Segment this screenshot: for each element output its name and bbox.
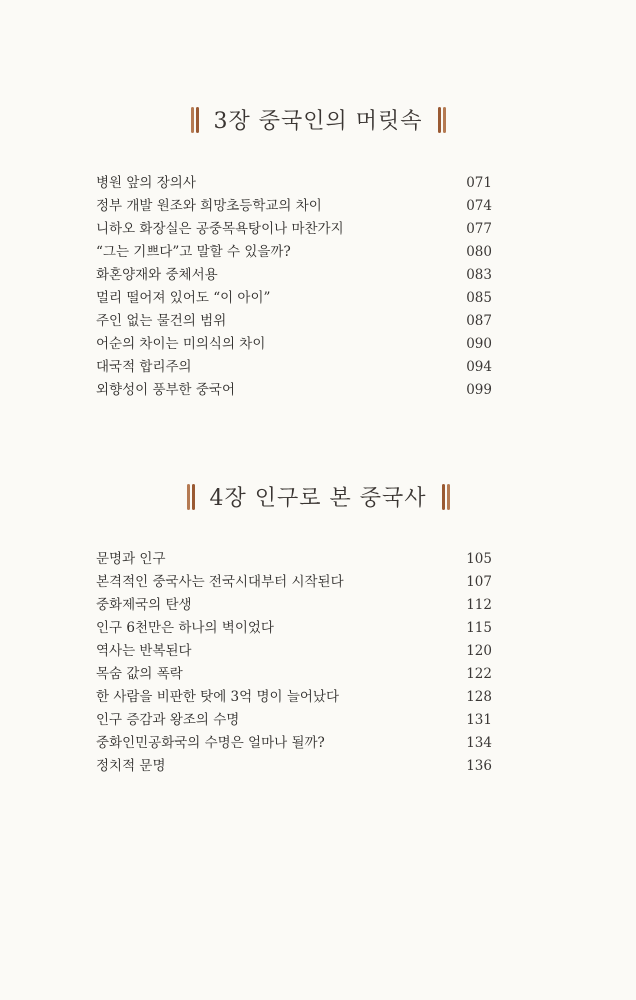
toc-entry-page: 134 <box>466 735 492 751</box>
toc-entry-title: 역사는 반복된다 <box>96 643 192 659</box>
toc-entry[interactable] <box>96 195 492 218</box>
toc-entry-page: 115 <box>466 620 492 636</box>
toc-entry-title: 대국적 합리주의 <box>96 359 192 375</box>
toc-entry-page: 112 <box>466 597 492 613</box>
toc-entry[interactable] <box>96 310 492 333</box>
toc-entry-title: 목숨 값의 폭락 <box>96 666 183 682</box>
toc-entry-title: “그는 기쁘다”고 말할 수 있을까? <box>96 244 291 260</box>
toc-entry-page: 120 <box>466 643 492 659</box>
toc-entry[interactable] <box>96 241 492 264</box>
chapter-3-title: 3장 중국인의 머릿속 <box>213 109 423 134</box>
left-bracket-ornament <box>186 484 198 510</box>
toc-entry-page: 122 <box>466 666 492 682</box>
toc-entry-title: 한 사람을 비판한 탓에 3억 명이 늘어났다 <box>96 689 339 705</box>
toc-entry-page: 077 <box>466 221 492 237</box>
toc-entry-title: 니하오 화장실은 공중목욕탕이나 마찬가지 <box>96 221 344 237</box>
toc-entry[interactable] <box>96 333 492 356</box>
toc-entry[interactable] <box>96 594 492 617</box>
toc-entry[interactable] <box>96 640 492 663</box>
toc-entry-page: 131 <box>466 712 492 728</box>
toc-entry-title: 정치적 문명 <box>96 758 166 774</box>
toc-entry-page: 136 <box>466 758 492 774</box>
toc-entry-title: 문명과 인구 <box>96 551 166 567</box>
toc-entry-title: 인구 6천만은 하나의 벽이었다 <box>96 620 274 636</box>
toc-entry[interactable] <box>96 172 492 195</box>
toc-entry-page: 071 <box>466 175 492 191</box>
toc-entry-title: 어순의 차이는 미의식의 차이 <box>96 336 266 352</box>
chapter-3-toc-list <box>96 172 492 402</box>
left-bracket-ornament <box>190 107 202 133</box>
toc-entry[interactable] <box>96 548 492 571</box>
toc-entry-page: 107 <box>466 574 492 590</box>
chapter-4-heading <box>0 481 636 512</box>
toc-entry[interactable] <box>96 755 492 778</box>
toc-entry-page: 080 <box>466 244 492 260</box>
toc-entry[interactable] <box>96 356 492 379</box>
toc-entry[interactable] <box>96 686 492 709</box>
toc-entry[interactable] <box>96 287 492 310</box>
toc-entry[interactable] <box>96 663 492 686</box>
toc-entry-page: 094 <box>466 359 492 375</box>
toc-entry-title: 화혼양재와 중체서용 <box>96 267 218 283</box>
toc-entry-page: 099 <box>466 382 492 398</box>
chapter-4-toc-list <box>96 548 492 778</box>
toc-entry-title: 중화제국의 탄생 <box>96 597 192 613</box>
toc-entry-page: 074 <box>466 198 492 214</box>
chapter-3-heading <box>0 104 636 135</box>
toc-entry[interactable] <box>96 379 492 402</box>
toc-entry-page: 087 <box>466 313 492 329</box>
toc-entry[interactable] <box>96 709 492 732</box>
toc-entry-title: 정부 개발 원조와 희망초등학교의 차이 <box>96 198 322 214</box>
toc-entry-title: 외향성이 풍부한 중국어 <box>96 382 235 398</box>
toc-entry-page: 085 <box>466 290 492 306</box>
toc-entry-page: 105 <box>466 551 492 567</box>
toc-entry[interactable] <box>96 571 492 594</box>
toc-entry-title: 주인 없는 물건의 범위 <box>96 313 227 329</box>
toc-entry-title: 중화인민공화국의 수명은 얼마나 될까? <box>96 735 325 751</box>
chapter-4-title: 4장 인구로 본 중국사 <box>209 486 427 511</box>
toc-entry[interactable] <box>96 617 492 640</box>
right-bracket-ornament <box>439 484 451 510</box>
toc-entry-title: 본격적인 중국사는 전국시대부터 시작된다 <box>96 574 344 590</box>
toc-entry-page: 128 <box>466 689 492 705</box>
toc-entry[interactable] <box>96 218 492 241</box>
toc-entry-page: 083 <box>466 267 492 283</box>
toc-entry[interactable] <box>96 264 492 287</box>
toc-entry-page: 090 <box>466 336 492 352</box>
toc-entry[interactable] <box>96 732 492 755</box>
toc-entry-title: 인구 증감과 왕조의 수명 <box>96 712 240 728</box>
toc-entry-title: 멀리 떨어져 있어도 “이 아이” <box>96 290 271 306</box>
right-bracket-ornament <box>435 107 447 133</box>
toc-entry-title: 병원 앞의 장의사 <box>96 175 196 191</box>
